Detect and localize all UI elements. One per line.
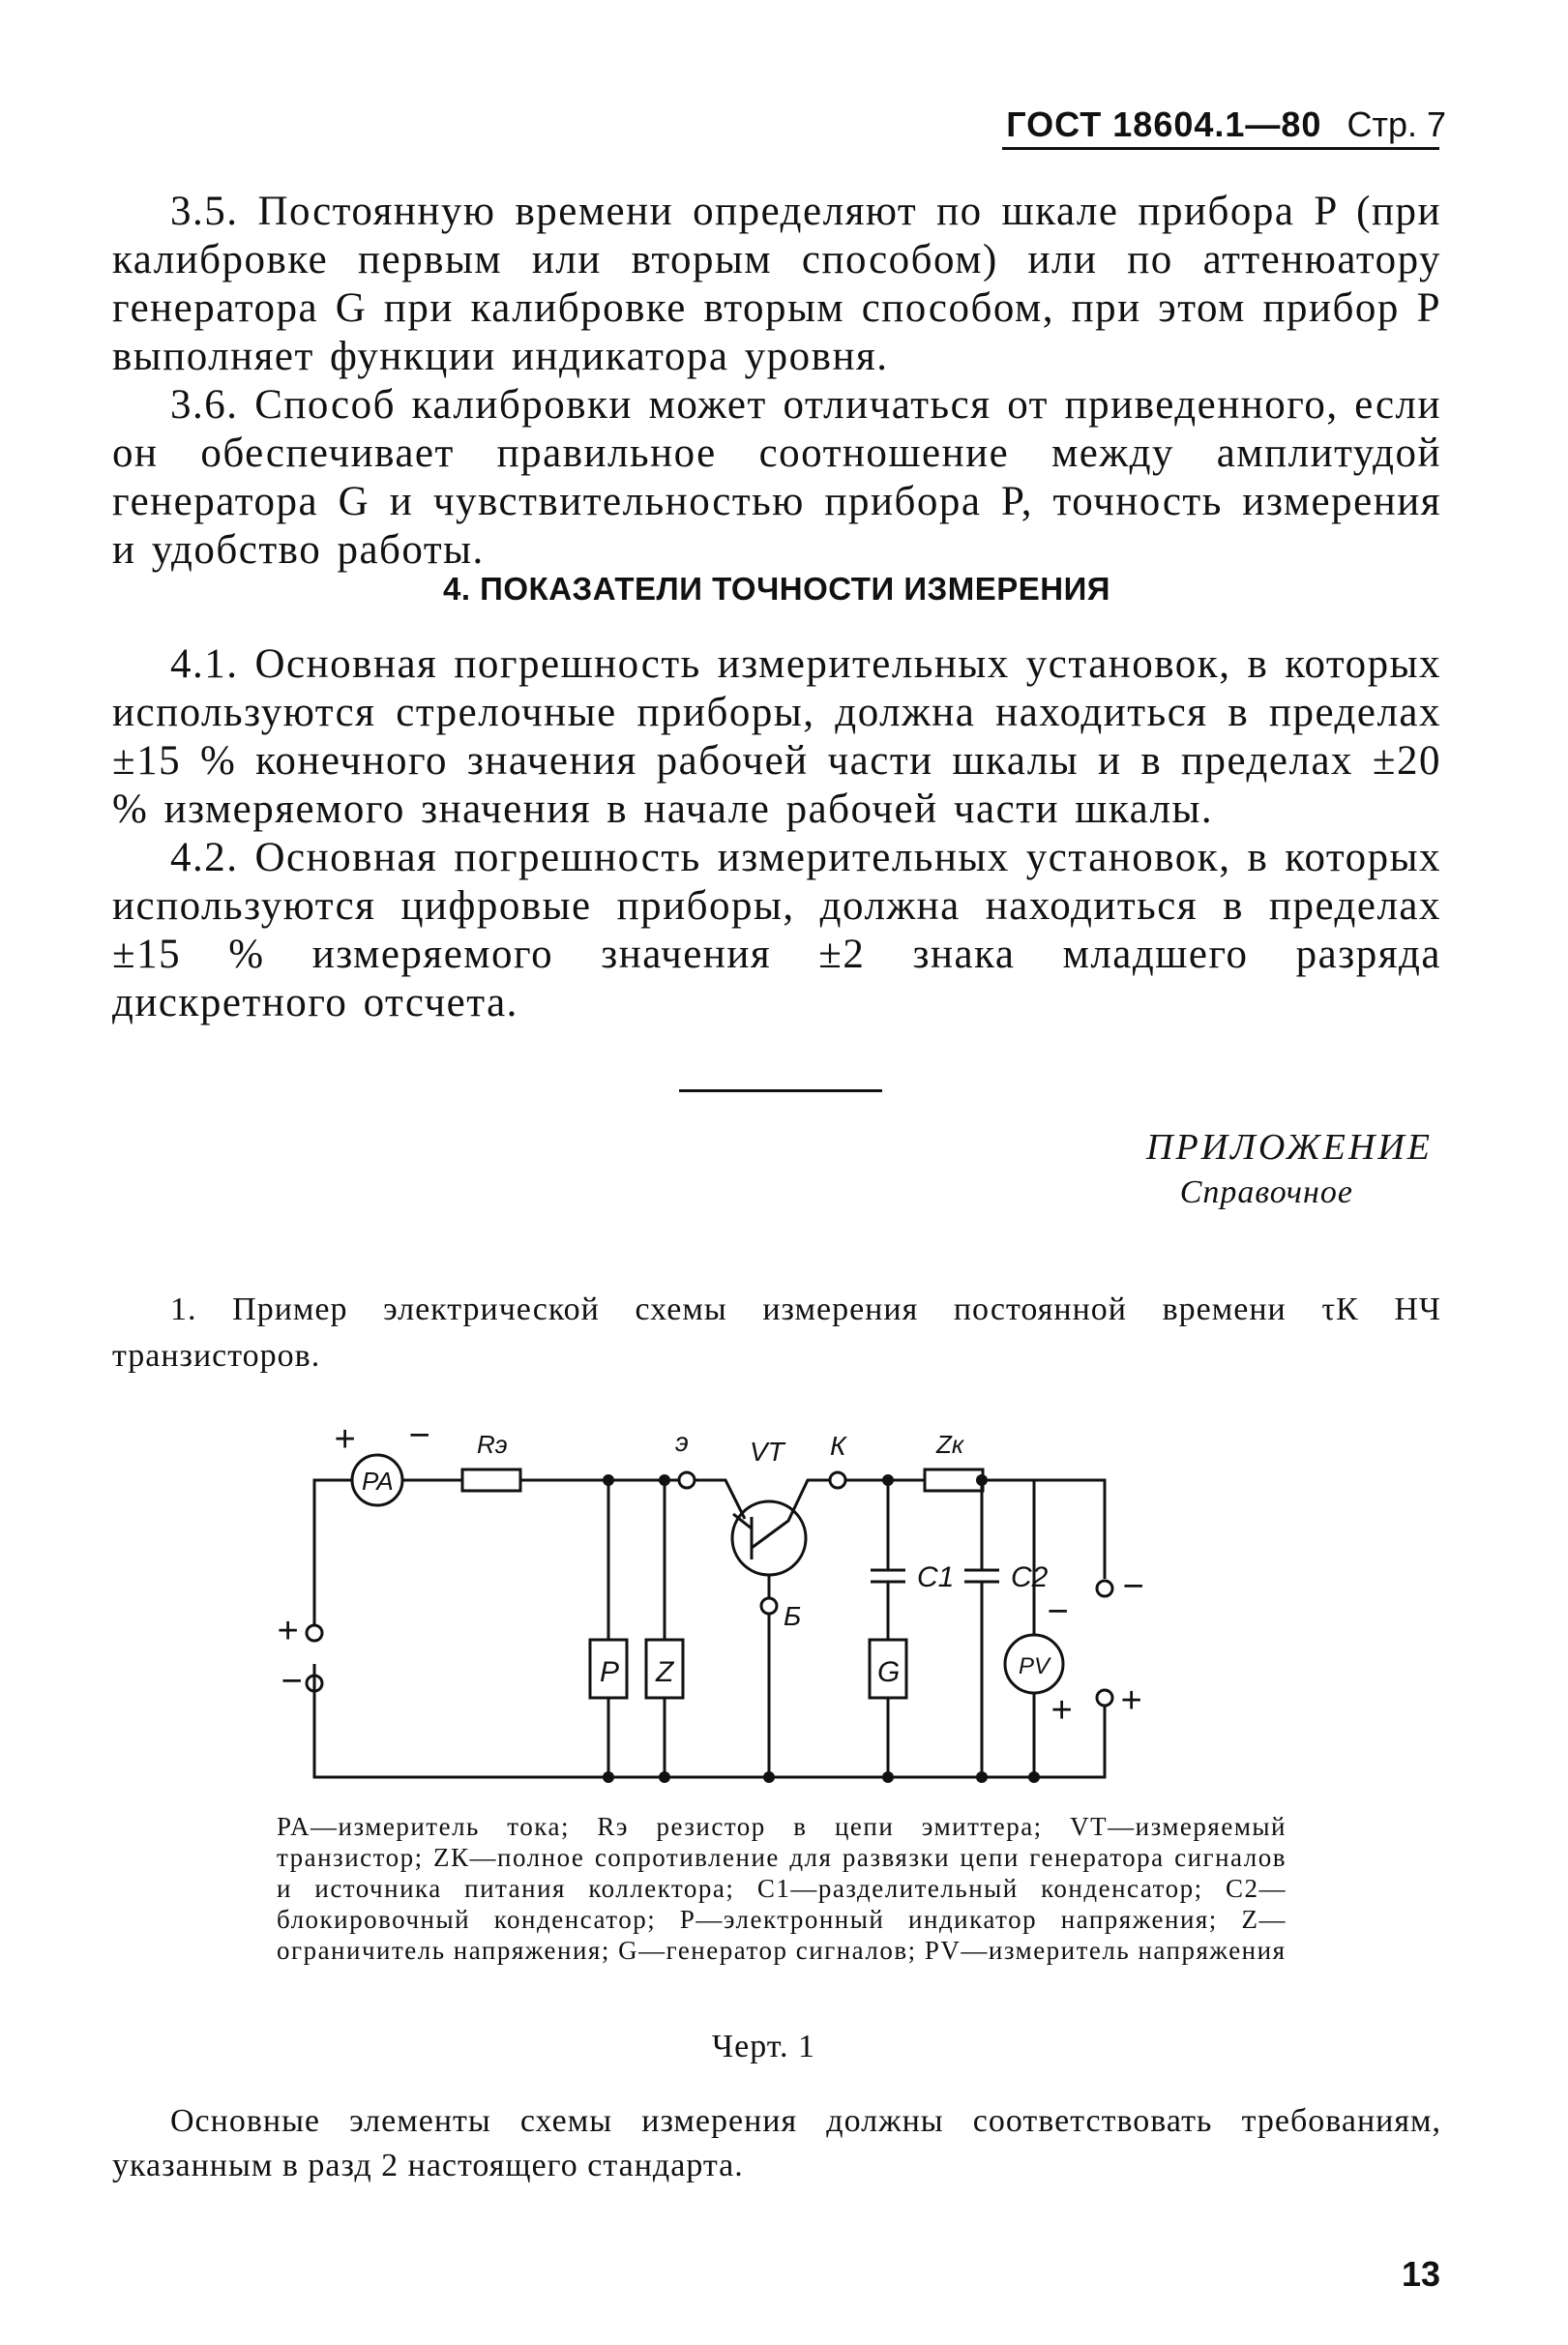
label-re: Rэ bbox=[477, 1430, 508, 1459]
paragraph-4-2: 4.2. Основная погрешность измерительных установок, в которых используются цифровые приборы, должна находиться в пределах ±15 % измеряемого значения ±2 знака младшего разряда дискретного отсчета. bbox=[112, 835, 1441, 1025]
section-3-text bbox=[112, 188, 1441, 575]
standard-code: ГОСТ 18604.1—80 bbox=[1006, 104, 1322, 144]
terminal-k bbox=[830, 1472, 845, 1488]
circuit-diagram bbox=[242, 1393, 1354, 1799]
section-4-title: 4. ПОКАЗАТЕЛИ ТОЧНОСТИ ИЗМЕРЕНИЯ bbox=[442, 571, 1111, 607]
appendix-subtitle: Справочное bbox=[1179, 1174, 1353, 1210]
terminal-plus-right bbox=[1097, 1690, 1112, 1706]
label-left-plus: + bbox=[277, 1611, 299, 1651]
label-pa: PA bbox=[362, 1467, 394, 1496]
capacitor-c1 bbox=[871, 1570, 905, 1582]
running-head bbox=[1006, 104, 1446, 145]
label-pa-minus: − bbox=[408, 1415, 430, 1456]
transistor-circle bbox=[732, 1501, 806, 1575]
label-g: G bbox=[877, 1656, 901, 1688]
junction-dots bbox=[603, 1474, 1040, 1783]
label-pv: PV bbox=[1019, 1653, 1050, 1679]
terminal-minus-right bbox=[1097, 1581, 1112, 1596]
figure-label: Черт. 1 bbox=[712, 2029, 816, 2064]
label-left-minus: − bbox=[281, 1661, 303, 1702]
paragraph-4-1: 4.1. Основная погрешность измерительных установок, в которых используются стрелочные приборы, должна находиться в пределах ±15 % конечного значения рабочей части шкалы и в пределах ±20 % измеряемого значения в начале рабочей части шкалы. bbox=[112, 641, 1441, 832]
terminal-b bbox=[761, 1598, 777, 1614]
label-e: э bbox=[675, 1427, 689, 1457]
terminal-e bbox=[679, 1472, 695, 1488]
figure-legend: PA—измеритель тока; Rэ резистор в цепи эмиттера; VT—измеряемый транзистор; ZК—полное сопротивление для развязки цепи генератора сигналов и источника питания коллектора; C1—разделительный конденсатор; C2—блокировочный конденсатор; P—электронный индикатор напряжения; Z—ограничитель напряжения; G—генератор сигналов; PV—измеритель напряжения bbox=[277, 1812, 1287, 1965]
section-divider bbox=[679, 1089, 882, 1092]
section-4 bbox=[112, 571, 1441, 608]
final-paragraph: Основные элементы схемы измерения должны соответствовать требованиям, указанным в разд 2 настоящего стандарта. bbox=[112, 2103, 1441, 2183]
wire-bottom bbox=[314, 1664, 1105, 1777]
label-b: Б bbox=[784, 1601, 802, 1631]
header-rule bbox=[1002, 147, 1439, 150]
label-vt: VT bbox=[750, 1437, 784, 1467]
appendix-title: ПРИЛОЖЕНИЕ bbox=[1146, 1127, 1433, 1168]
example-caption: 1. Пример электрической схемы измерения постоянной времени τК НЧ транзисторов. bbox=[112, 1291, 1441, 1374]
label-pv-plus: + bbox=[1050, 1690, 1073, 1731]
label-right-plus: + bbox=[1120, 1680, 1142, 1721]
terminal-plus-left bbox=[307, 1625, 322, 1641]
label-k: К bbox=[830, 1431, 846, 1461]
section-4-text bbox=[112, 640, 1441, 1027]
wire-collector bbox=[752, 1480, 830, 1548]
paragraph-3-6: 3.6. Способ калибровки может отличаться от приведенного, если он обеспечивает правильное соотношение между амплитудой генератора G и чувствительностью прибора P, точность измерения и удобство работы. bbox=[112, 382, 1441, 573]
label-right-minus: − bbox=[1122, 1566, 1144, 1607]
label-p: P bbox=[600, 1656, 620, 1688]
label-pv-minus: − bbox=[1047, 1591, 1069, 1632]
resistor-re bbox=[462, 1469, 520, 1491]
capacitor-c2 bbox=[964, 1570, 999, 1582]
label-pa-plus: + bbox=[334, 1419, 356, 1460]
paragraph-3-5: 3.5. Постоянную времени определяют по шкале прибора P (при калибровке первым или вторым способом) или по аттенюатору генератора G при калибровке вторым способом, при этом прибор P выполняет функции индикатора уровня. bbox=[112, 189, 1441, 379]
page-ref: Стр. 7 bbox=[1346, 104, 1446, 144]
label-c1: C1 bbox=[917, 1561, 955, 1593]
resistor-zk bbox=[925, 1469, 983, 1491]
wire-left-top bbox=[314, 1480, 353, 1625]
wire-emitter bbox=[695, 1480, 745, 1519]
label-z: Z bbox=[656, 1656, 674, 1688]
label-zk: Zк bbox=[936, 1430, 964, 1459]
page-number: 13 bbox=[1401, 2254, 1440, 2294]
label-c2: C2 bbox=[1011, 1561, 1049, 1593]
